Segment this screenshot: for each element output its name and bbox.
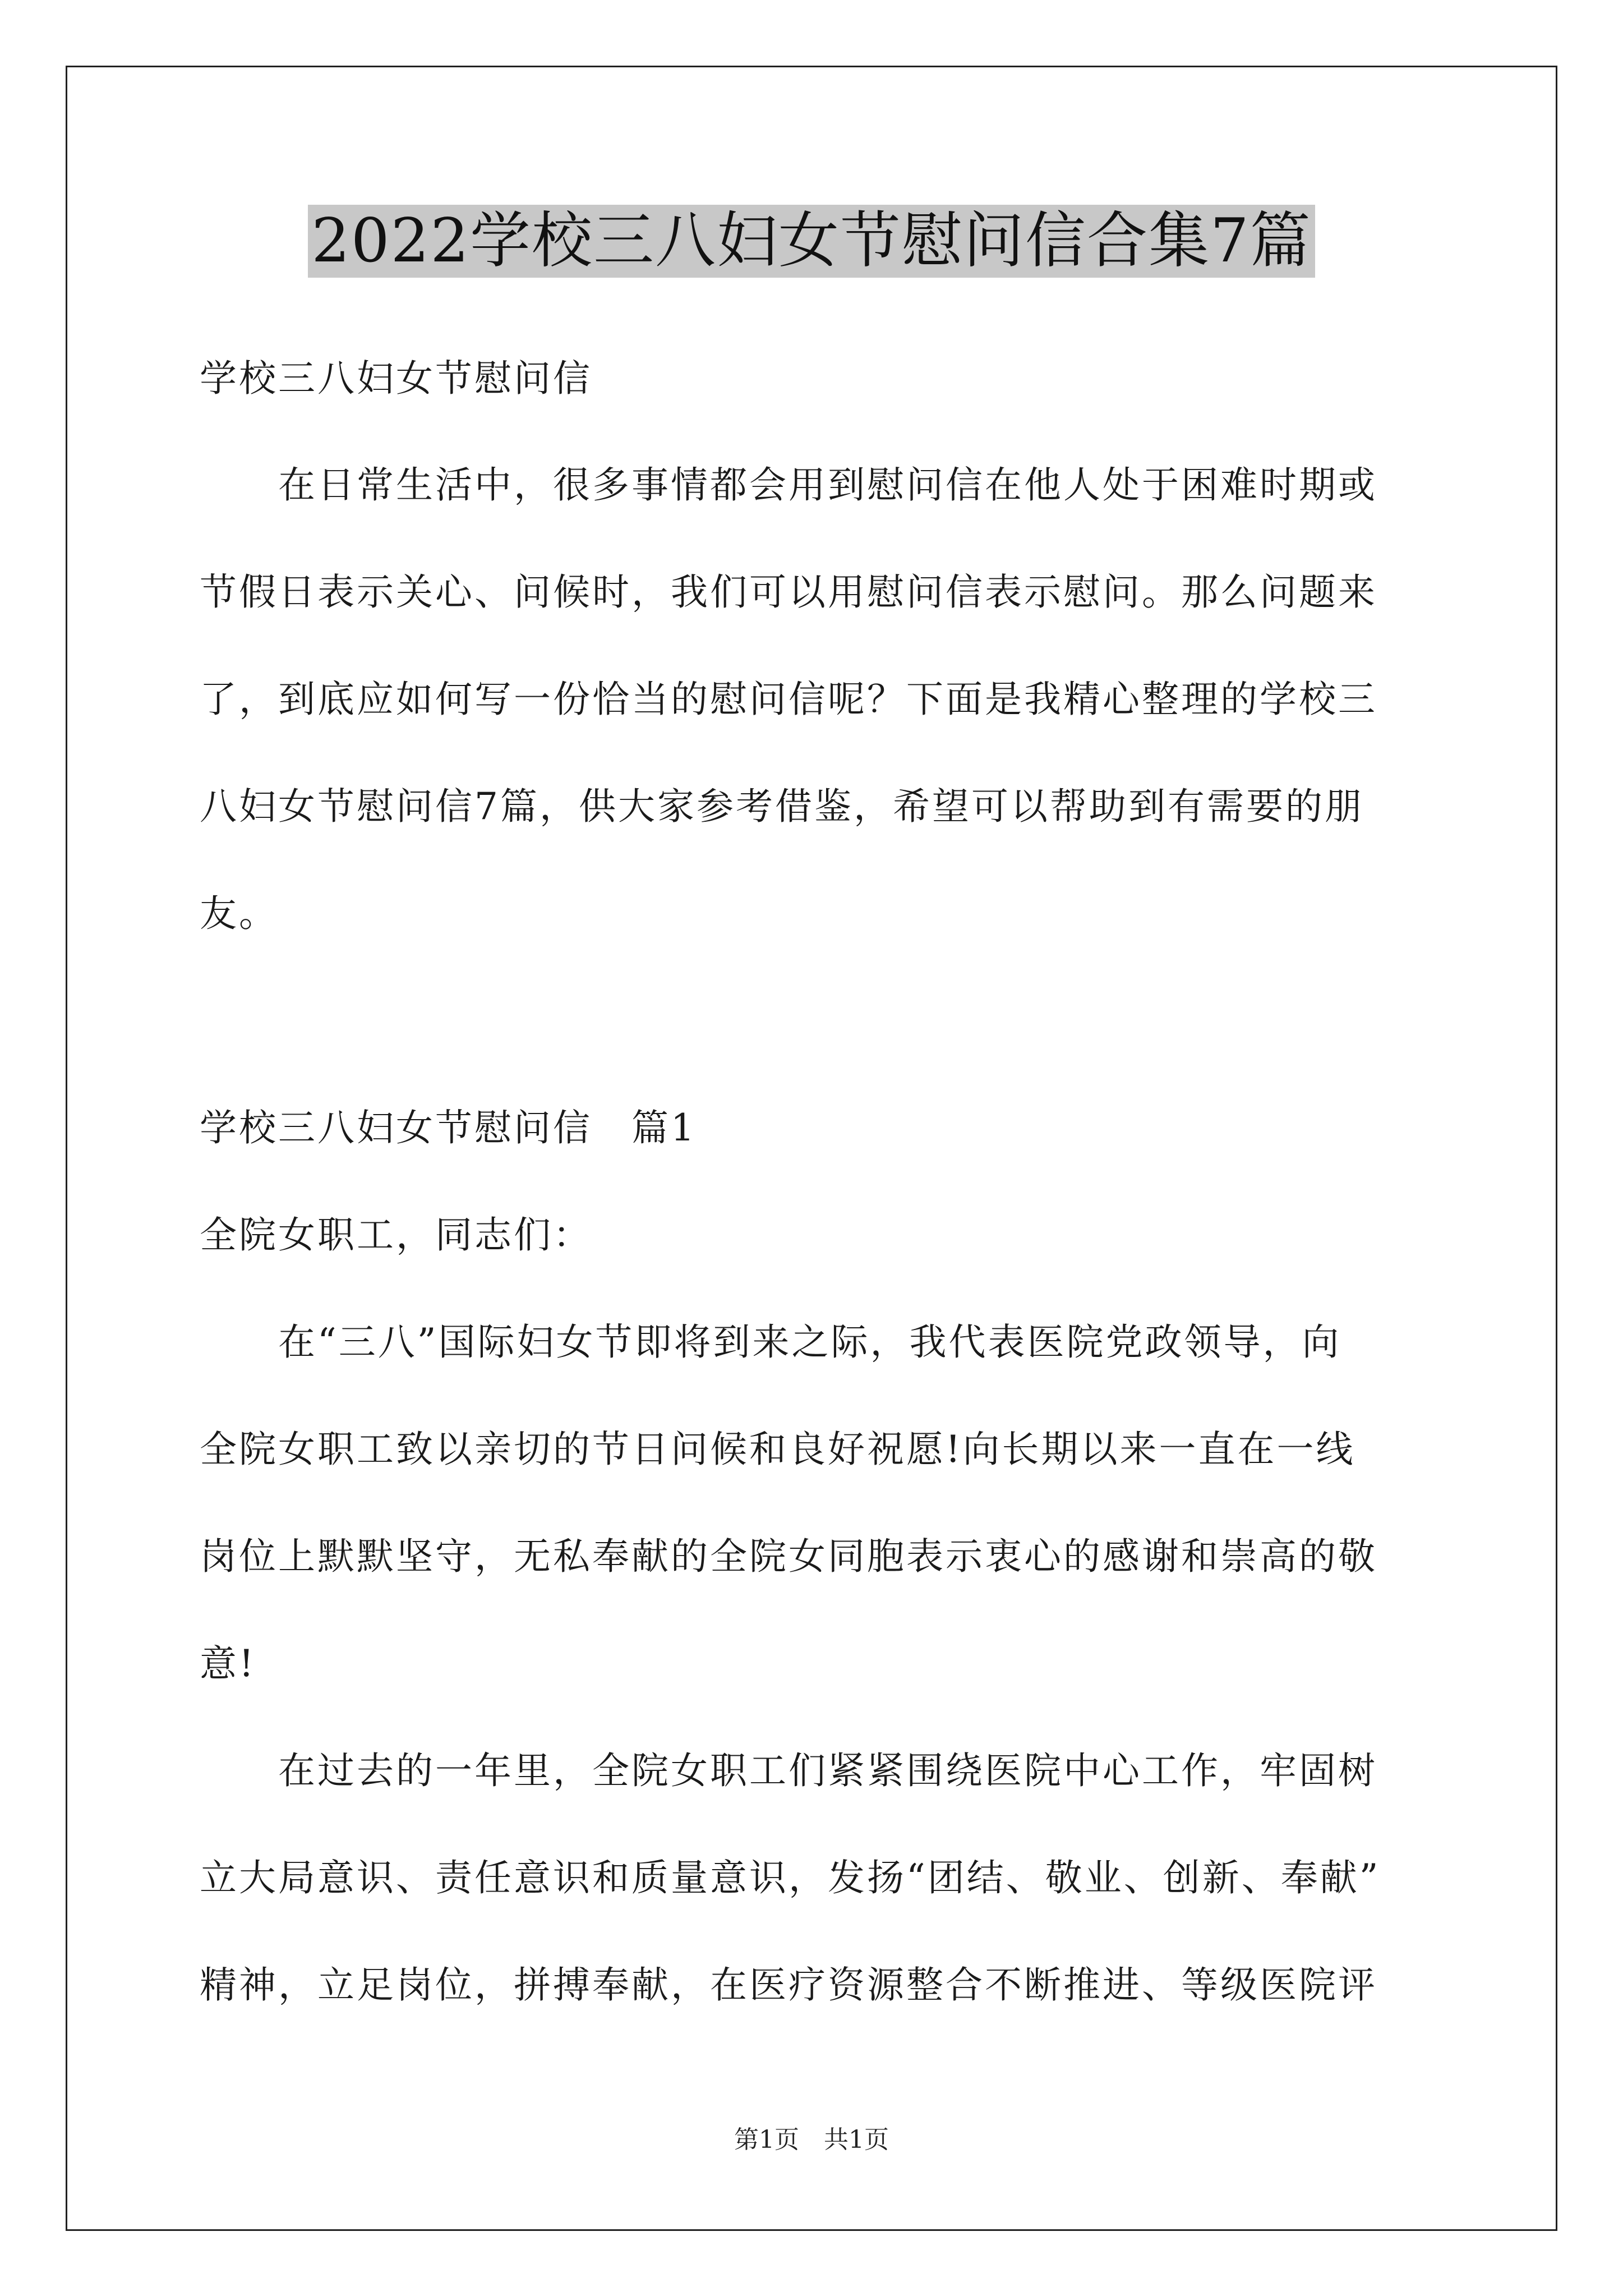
title-container (0, 205, 1623, 278)
intro-line: 节假日表示关心、问候时，我们可以用慰问信表示慰问。那么问题来 (200, 570, 1377, 614)
intro-line: 友。 (200, 892, 278, 935)
page-footer: 第1页 共1页 (734, 2125, 889, 2154)
paragraph-line: 在过去的一年里，全院女职工们紧紧围绕医院中心工作，牢固树 (200, 1749, 1377, 1792)
intro-line: 在日常生活中，很多事情都会用到慰问信在他人处于困难时期或 (200, 463, 1377, 507)
paragraph-line: 立大局意识、责任意识和质量意识，发扬“团结、敬业、创新、奉献” (200, 1856, 1381, 1899)
paragraph-line: 意! (200, 1642, 256, 1685)
intro-line: 了，到底应如何写一份恰当的慰问信呢？下面是我精心整理的学校三 (200, 678, 1377, 721)
document-title: 2022学校三八妇女节慰问信合集7篇 (308, 205, 1315, 278)
paragraph-line: 岗位上默默坚守，无私奉献的全院女同胞表示衷心的感谢和崇高的敬 (200, 1535, 1377, 1578)
document-subtitle: 学校三八妇女节慰问信 (200, 357, 592, 400)
paragraph-line: 全院女职工致以亲切的节日问候和良好祝愿!向长期以来一直在一线 (200, 1428, 1355, 1471)
paragraph-line: 在“三八”国际妇女节即将到来之际，我代表医院党政领导，向 (200, 1320, 1341, 1364)
intro-line: 八妇女节慰问信7篇，供大家参考借鉴，希望可以帮助到有需要的朋 (200, 785, 1364, 828)
section-heading: 学校三八妇女节慰问信 篇1 (200, 1106, 697, 1149)
paragraph-line: 精神，立足岗位，拼搏奉献，在医疗资源整合不断推进、等级医院评 (200, 1963, 1377, 2007)
salutation: 全院女职工，同志们： (200, 1213, 592, 1257)
